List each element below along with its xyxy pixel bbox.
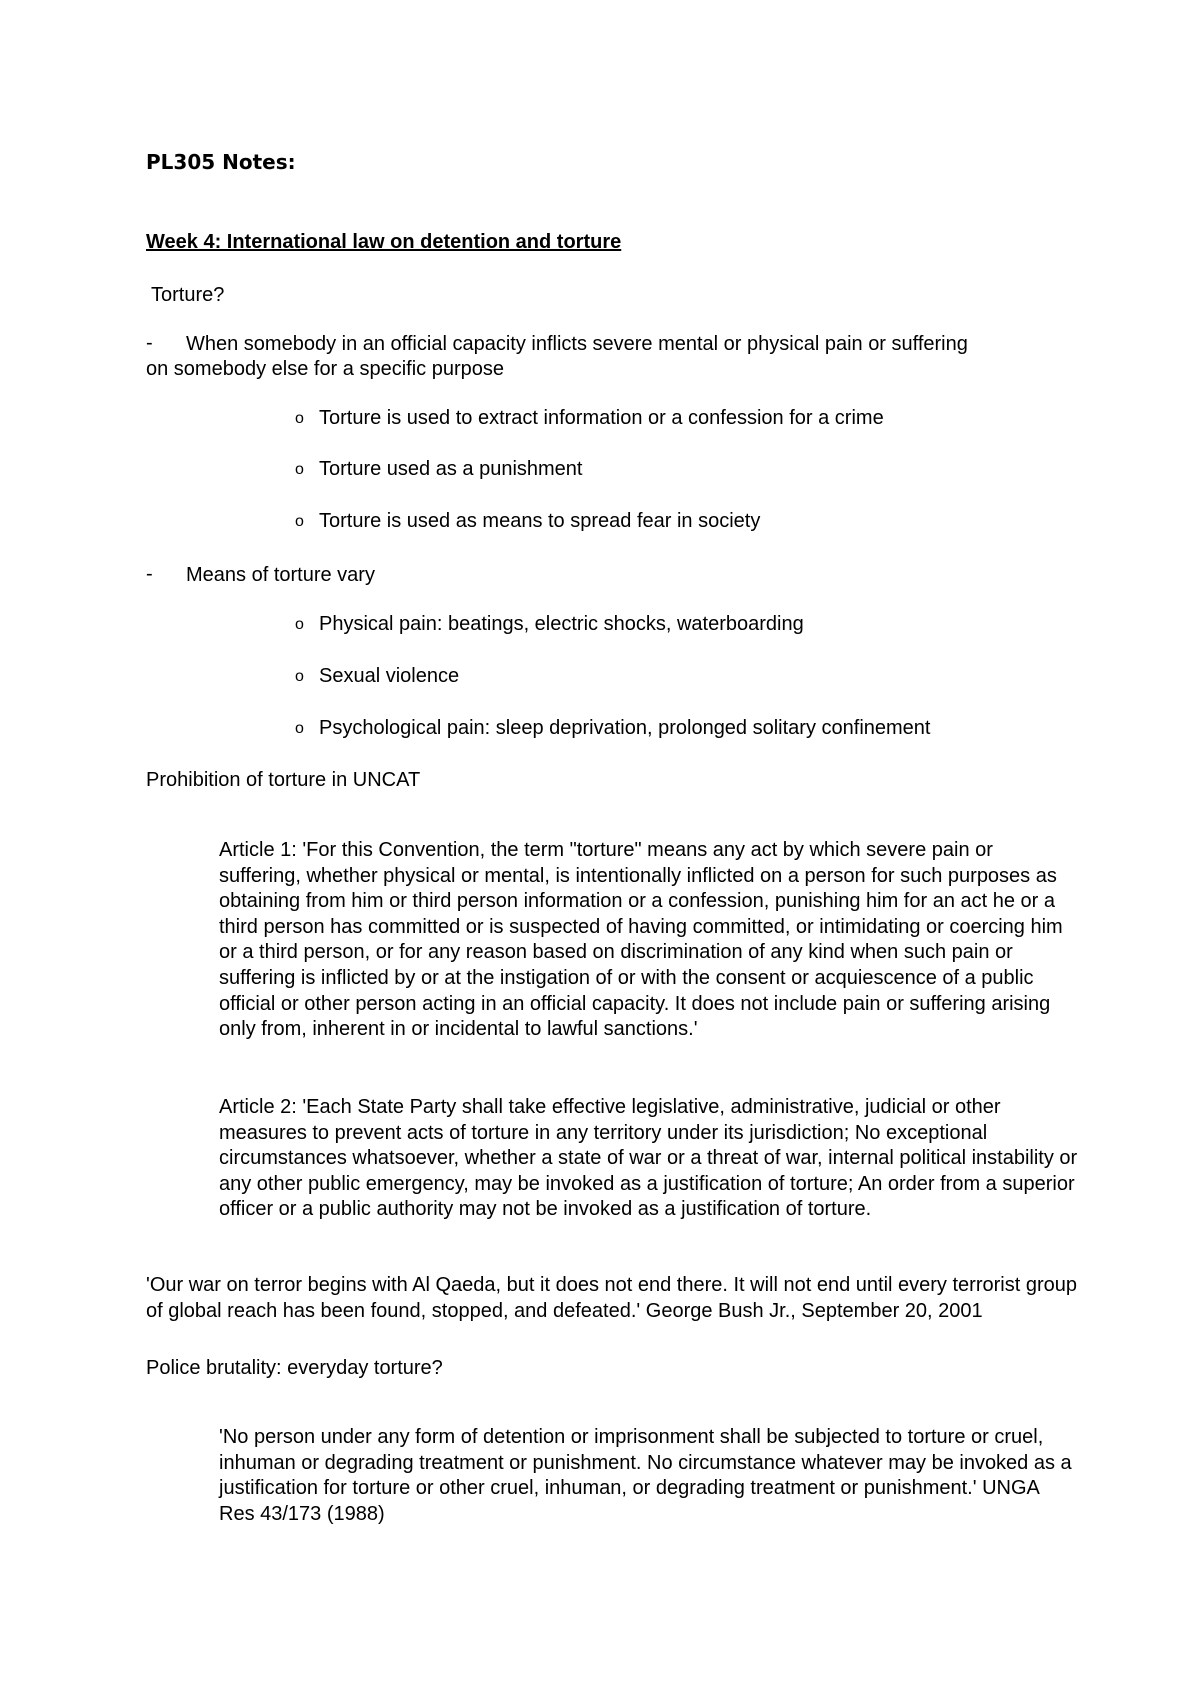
means-text: Psychological pain: sleep deprivation, prolonged solitary confinement	[319, 717, 931, 739]
police-heading: Police brutality: everyday torture?	[146, 1357, 443, 1379]
purpose-item	[295, 458, 583, 481]
means-dash: -	[146, 563, 153, 585]
bullet-icon: o	[295, 513, 304, 530]
week-heading: Week 4: International law on detention and torture	[146, 231, 622, 253]
means-item	[295, 665, 459, 688]
means-item	[295, 613, 804, 636]
bullet-icon: o	[295, 410, 304, 427]
purpose-text: Torture is used to extract information or a confession for a crime	[319, 407, 884, 429]
uncat-heading: Prohibition of torture in UNCAT	[146, 769, 421, 791]
torture-question: Torture?	[151, 284, 225, 306]
bullet-icon: o	[295, 461, 304, 478]
document-title: PL305 Notes:	[146, 150, 296, 174]
definition-line-1: When somebody in an official capacity inflicts severe mental or physical pain or suffering	[186, 333, 968, 355]
purpose-text: Torture used as a punishment	[319, 458, 583, 480]
means-item	[295, 717, 930, 740]
means-intro: Means of torture vary	[186, 564, 375, 586]
means-text: Physical pain: beatings, electric shocks, waterboarding	[319, 613, 804, 635]
means-text: Sexual violence	[319, 665, 460, 687]
bullet-icon: o	[295, 668, 304, 685]
article-1-quote: Article 1: 'For this Convention, the term "torture" means any act by which severe pain or suffering, whether physical or mental, is intentionally inflicted on a person for such purposes as obtaining from him or third person information or a confession, punishing him for an act he or a third person has committed or is suspected of having committed, or intimidating or coercing him or a third person, or for any reason based on discrimination of any kind when such pain or suffering is inflicted by or at the instigation of or with the consent or acquiescence of a public official or other person acting in an official capacity. It does not include pain or suffering arising only from, inherent in or incidental to lawful sanctions.'	[219, 839, 1063, 1041]
purpose-item	[295, 510, 760, 533]
purpose-text: Torture is used as means to spread fear in society	[319, 510, 761, 532]
purpose-item	[295, 407, 884, 430]
bullet-icon: o	[295, 616, 304, 633]
definition-dash: -	[146, 332, 153, 354]
unga-quote: 'No person under any form of detention or imprisonment shall be subjected to torture or cruel, inhuman or degrading treatment or punishment. No circumstance whatever may be invoked as a justification for torture or other cruel, inhuman, or degrading treatment or punishment.' UNGA Res 43/173 (1988)	[219, 1426, 1072, 1525]
definition-line-2: on somebody else for a specific purpose	[146, 358, 504, 380]
bush-quote: 'Our war on terror begins with Al Qaeda, but it does not end there. It will not end until every terrorist group of global reach has been found, stopped, and defeated.' George Bush Jr., September 20, 2001	[146, 1274, 1077, 1322]
article-2-quote: Article 2: 'Each State Party shall take effective legislative, administrative, judicial or other measures to prevent acts of torture in any territory under its jurisdiction; No exceptional circumstances whatsoever, whether a state of war or a threat of war, internal political instability or any other public emergency, may be invoked as a justification of torture; An order from a superior officer or a public authority may not be invoked as a justification of torture.	[219, 1096, 1078, 1221]
bullet-icon: o	[295, 720, 304, 737]
